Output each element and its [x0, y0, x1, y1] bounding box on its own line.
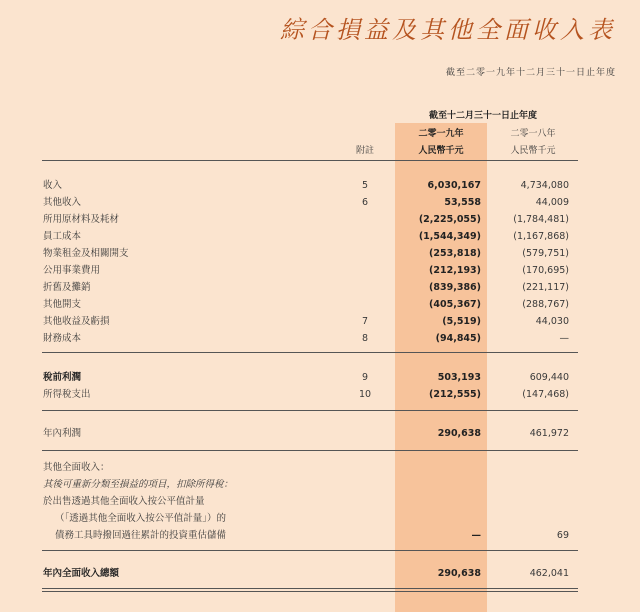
value-2019: 53,558 — [444, 197, 481, 208]
value-2019: (5,519) — [442, 316, 481, 327]
table-row — [0, 426, 640, 442]
value-2019: (2,225,055) — [418, 214, 481, 225]
table-row — [0, 528, 640, 544]
table-row — [0, 387, 640, 403]
value-2019: (839,386) — [429, 282, 481, 293]
value-2018: 461,972 — [529, 428, 569, 439]
period-header: 截至十二月三十一日止年度 — [428, 111, 537, 121]
unit-2018-header: 人民幣千元 — [510, 146, 556, 156]
table-row — [0, 263, 640, 279]
row-label: 年內全面收入總額 — [43, 568, 120, 579]
header-rule — [42, 160, 578, 161]
row-label: 折舊及攤銷 — [43, 282, 91, 293]
value-2019: 290,638 — [437, 428, 481, 439]
row-label: （「透過其他全面收入按公平值計量」）的 — [55, 513, 227, 524]
note-header: 附註 — [355, 146, 374, 156]
statement-subtitle: 截至二零一九年十二月三十一日止年度 — [445, 68, 616, 78]
row-label: 公用事業費用 — [43, 265, 101, 276]
year-2018-header: 二零一八年 — [510, 129, 556, 139]
row-note: 6 — [361, 197, 369, 208]
value-2018: 4,734,080 — [520, 180, 569, 191]
row-label: 債務工具時撥回過往累計的投資重估儲備 — [55, 530, 227, 541]
value-2018: 609,440 — [529, 372, 569, 383]
row-label: 年內利潤 — [43, 428, 82, 439]
table-row — [0, 280, 640, 296]
table-row — [0, 195, 640, 211]
table-row — [0, 566, 640, 582]
table-row — [0, 477, 640, 493]
row-label: 其他開支 — [43, 299, 82, 310]
row-label: 其他全面收入： — [43, 462, 110, 473]
row-label: 其他收益及虧損 — [43, 316, 110, 327]
subtotal-rule — [42, 450, 578, 451]
year-2019-header: 二零一九年 — [418, 129, 464, 139]
value-2018: — — [559, 333, 569, 344]
row-note: 8 — [361, 333, 369, 344]
table-row — [0, 494, 640, 510]
row-note: 5 — [361, 180, 369, 191]
row-note: 9 — [361, 372, 369, 383]
value-2018: (288,767) — [522, 299, 569, 310]
value-2018: 462,041 — [529, 568, 569, 579]
table-row — [0, 212, 640, 228]
unit-2019-header: 人民幣千元 — [418, 146, 464, 156]
value-2019: (405,367) — [429, 299, 481, 310]
value-2019: 290,638 — [437, 568, 481, 579]
value-2018: (579,751) — [522, 248, 569, 259]
row-label: 員工成本 — [43, 231, 82, 242]
total-double-rule — [42, 591, 578, 592]
value-2018: (1,784,481) — [513, 214, 569, 225]
subtotal-rule — [42, 410, 578, 411]
total-rule — [42, 588, 578, 589]
row-label: 其後可重新分類至損益的項目，扣除所得稅： — [43, 479, 234, 490]
table-row — [0, 314, 640, 330]
value-2019: — — [471, 530, 481, 541]
table-row — [0, 460, 640, 476]
table-row — [0, 229, 640, 245]
value-2019: (1,544,349) — [418, 231, 481, 242]
total-rule — [42, 550, 578, 551]
table-row — [0, 297, 640, 313]
row-note: 7 — [361, 316, 369, 327]
value-2018: (1,167,868) — [513, 231, 569, 242]
table-row — [0, 178, 640, 194]
row-label: 於出售透過其他全面收入按公平值計量 — [43, 496, 205, 507]
value-2018: 44,009 — [535, 197, 569, 208]
value-2019: (212,193) — [429, 265, 481, 276]
subtotal-rule — [42, 352, 578, 353]
row-label: 所得稅支出 — [43, 389, 91, 400]
value-2019: 6,030,167 — [427, 180, 481, 191]
value-2018: (221,117) — [522, 282, 569, 293]
row-label: 財務成本 — [43, 333, 82, 344]
table-row — [0, 331, 640, 347]
row-label: 物業租金及相關開支 — [43, 248, 129, 259]
value-2019: (212,555) — [429, 389, 481, 400]
row-label: 稅前利潤 — [43, 372, 82, 383]
value-2019: (94,845) — [435, 333, 481, 344]
row-label: 收入 — [43, 180, 63, 191]
value-2018: (170,695) — [522, 265, 569, 276]
value-2018: (147,468) — [522, 389, 569, 400]
value-2019: (253,818) — [429, 248, 481, 259]
row-note: 10 — [358, 389, 372, 400]
table-row — [0, 511, 640, 527]
value-2018: 44,030 — [535, 316, 569, 327]
row-label: 其他收入 — [43, 197, 82, 208]
statement-title: 綜合損益及其他全面收入表 — [280, 16, 616, 44]
row-label: 所用原材料及耗材 — [43, 214, 120, 225]
value-2019: 503,193 — [437, 372, 481, 383]
value-2018: 69 — [556, 530, 569, 541]
table-row — [0, 246, 640, 262]
table-row — [0, 370, 640, 386]
